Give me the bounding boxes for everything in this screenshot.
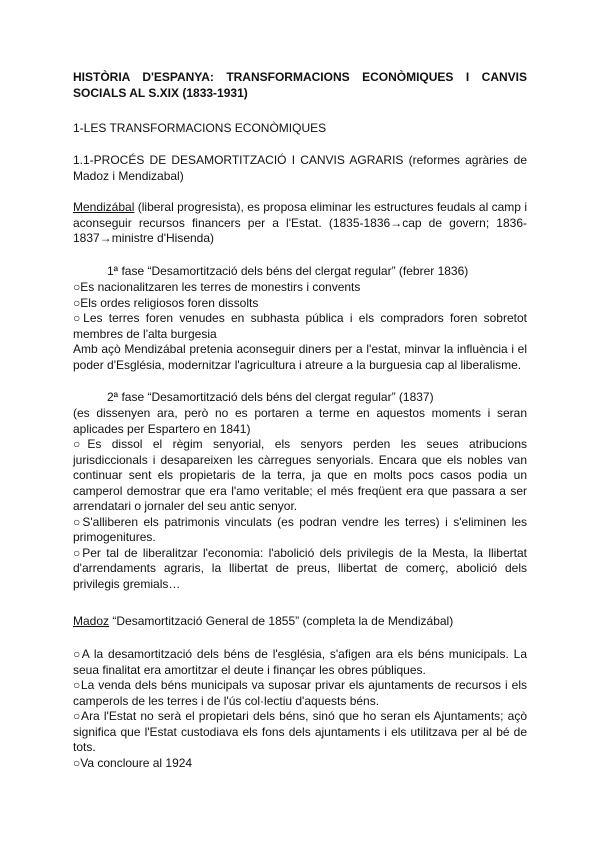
- mendizabal-paragraph: [73, 200, 527, 247]
- list-item: ○Es nacionalitzaren les terres de monestirs i convents: [73, 280, 361, 294]
- list-item: ○Les terres foren venudes en subhasta pública i els compradors foren sobretot membres de l'alta burgesia: [73, 311, 527, 341]
- mendizabal-text: (liberal progresista), es proposa eliminar les estructures feudals al camp i aconseguir recursos financers per a l'Estat. (1835-1836→cap de govern; 1836-1837→ministre d'Hisenda): [73, 200, 527, 245]
- fase2-note: (es dissenyen ara, però no es portaren a terme en aquestos moments i seran aplicades per Espartero en 1841): [73, 406, 527, 436]
- fase1-list: [73, 280, 527, 373]
- list-item: ○S'alliberen els patrimonis vinculats (es podran vendre les terres) i s'eliminen les primogenitures.: [73, 514, 527, 544]
- list-item: ○La venda dels béns municipals va suposar privar els ajuntaments de recursos i els camperols de les terres i de l'ús col·lectiu d'aquests béns.: [73, 678, 527, 708]
- document-title: HISTÒRIA D'ESPANYA: TRANSFORMACIONS ECONÒMIQUES I CANVIS SOCIALS AL S.XIX (1833-1931): [73, 70, 527, 100]
- madoz-heading-text: “Desamortització General de 1855” (completa la de Mendizábal): [109, 614, 454, 628]
- list-item: ○Ara l'Estat no serà el propietari dels béns, sinó que ho seran els Ajuntaments; açò significa que l'Estat custodiava els fons dels ajuntaments i els utilitzava per al bé de tots.: [73, 709, 527, 754]
- list-item: ○Els ordes religiosos foren dissolts: [73, 295, 259, 310]
- mendizabal-name: Mendizábal: [73, 200, 135, 214]
- list-item: ○Es dissol el règim senyorial, els senyors perden les seues atribucions jurisdiccionals i desapareixen les càrregues senyorials. Encara que els nobles van continuar sent els propietaris de la terra, ja que en molts pocs casos podia un camperol demostrar que era l'amo veritable; el més freqüent era que passara a ser arrendatari o jornaler del seu antic senyor.: [73, 437, 527, 513]
- fase1-heading: 1ª fase “Desamortització dels béns del clergat regular” (febrer 1836): [107, 264, 469, 278]
- madoz-list: [73, 647, 527, 771]
- list-item: ○Per tal de liberalitzar l'economia: l'abolició dels privilegis de la Mesta, la llibertat d'arrendaments agraris, la llibertat de preus, llibertat de comerç, abolició dels privilegis gremials…: [73, 545, 527, 591]
- list-item: ○A la desamortització dels béns de l'església, s'afigen ara els béns municipals. La seua finalitat era amortitzar el deute i finançar les obres públiques.: [73, 647, 527, 677]
- fase2-list: [73, 406, 527, 592]
- madoz-name: Madoz: [73, 614, 110, 628]
- list-item: ○Va concloure al 1924: [73, 755, 193, 770]
- section-heading: 1-LES TRANSFORMACIONS ECONÒMIQUES: [73, 121, 327, 135]
- fase1-conclusion: Amb açò Mendizábal pretenia aconseguir diners per a l'estat, minvar la influència i el poder d'Església, modernitzar l'agricultura i atreure a la burguesia cap al liberalisme.: [73, 342, 527, 372]
- fase2-heading: 2ª fase “Desamortització dels béns del clergat regular” (1837): [107, 390, 434, 404]
- madoz-heading: [73, 614, 527, 630]
- subsection-heading: 1.1-PROCÉS DE DESAMORTITZACIÓ I CANVIS AGRARIS (reformes agràries de Madoz i Mendizabal): [73, 153, 527, 183]
